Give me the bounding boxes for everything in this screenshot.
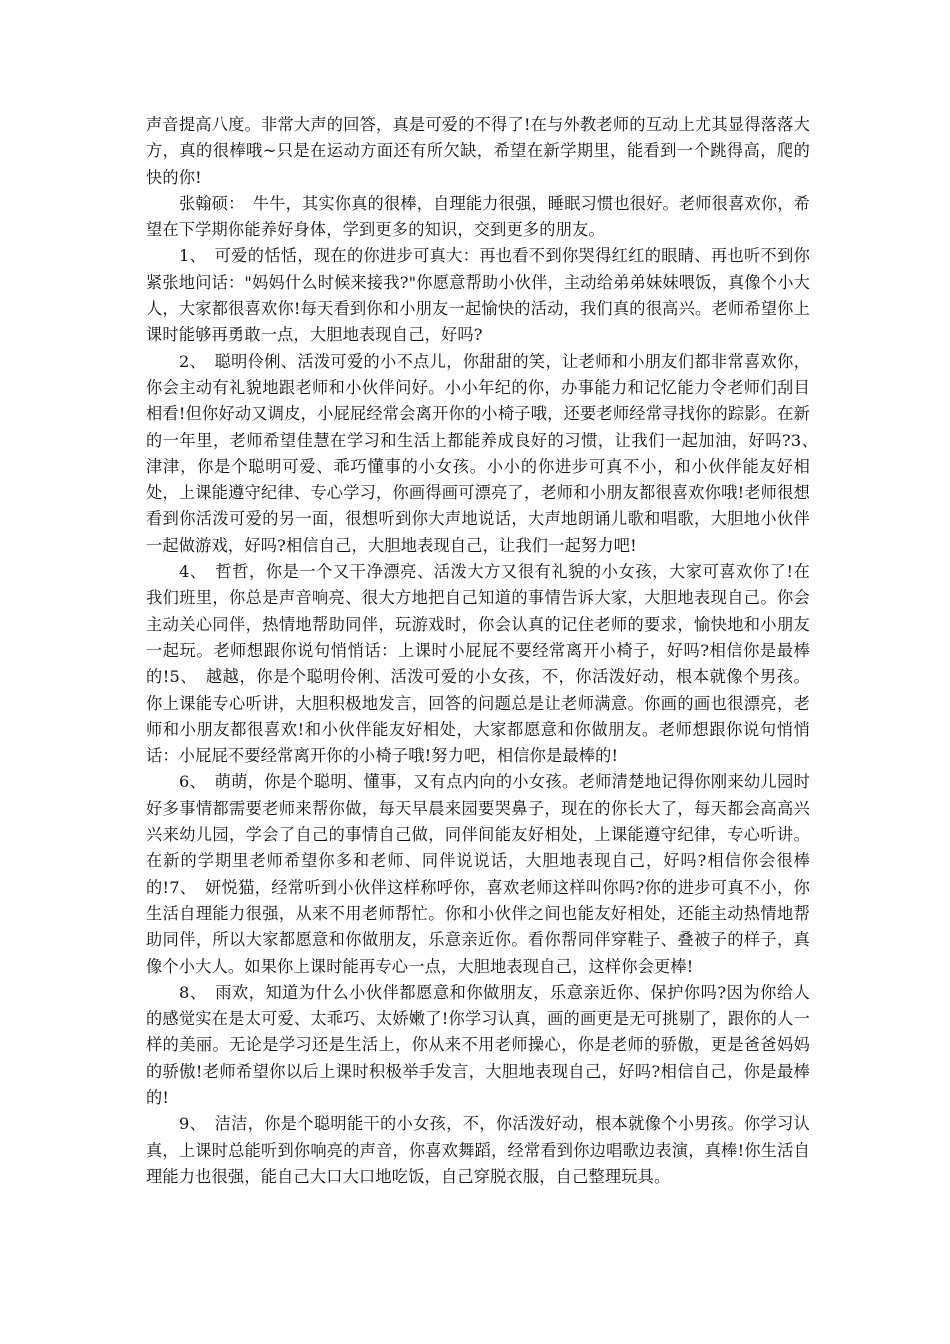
paragraph-item-6-7: 6、 萌萌，你是个聪明、懂事，又有点内向的小女孩。老师清楚地记得你刚来幼儿园时好多事情都需要老师来帮你做，每天早晨来园要哭鼻子，现在的你长大了，每天都会高高兴兴来幼儿园，学会了自己的事情自己做，同伴间能友好相处，上课能遵守纪律，专心听讲。在新的学期里老师希望你多和老师、同伴说说话，大胆地表现自己，好吗?相信你会很棒的!7、 妍悦猫，经常听到小伙伴这样称呼你，喜欢老师这样叫你吗?你的进步可真不小，你生活自理能力很强，从来不用老师帮忙。你和小伙伴之间也能友好相处，还能主动热情地帮助同伴，所以大家都愿意和你做朋友，乐意亲近你。看你帮同伴穿鞋子、叠被子的样子，真像个小大人。如果你上课时能再专心一点，大胆地表现自己，这样你会更棒!: [146, 772, 810, 976]
paragraph-item-4-5: 4、 哲哲，你是一个又干净漂亮、活泼大方又很有礼貌的小女孩，大家可喜欢你了!在我们班里，你总是声音响亮、很大方地把自己知道的事情告诉大家，大胆地表现自己。你会主动关心同伴，热情地帮助同伴，玩游戏时，你会认真的记住老师的要求，愉快地和小朋友一起玩。老师想跟你说句悄悄话：上课时小屁屁不要经常离开小椅子，好吗?相信你是最棒的!5、 越越，你是个聪明伶俐、活泼可爱的小女孩，不，你活泼好动，根本就像个男孩。你上课能专心听讲，大胆积极地发言，回答的问题总是让老师满意。你画的画也很漂亮，老师和小朋友都很喜欢!和小伙伴能友好相处，大家都愿意和你做朋友。老师想跟你说句悄悄话：小屁屁不要经常离开你的小椅子哦!努力吧，相信你是最棒的!: [146, 562, 810, 766]
paragraph-zhang-hanshuo: 张翰硕： 牛牛，其实你真的很棒，自理能力很强，睡眠习惯也很好。老师很喜欢你，希望在下学期你能养好身体，学到更多的知识，交到更多的朋友。: [146, 193, 811, 240]
paragraph-item-8: 8、 雨欢，知道为什么小伙伴都愿意和你做朋友，乐意亲近你、保护你吗?因为你给人的感觉实在是太可爱、太乖巧、太娇嫩了!你学习认真，画的画更是无可挑剔了，跟你的人一样的美丽。无论是学习还是生活上，你从来不用老师操心，你是老师的骄傲，更是爸爸妈妈的骄傲!老师希望你以后上课时积极举手发言，大胆地表现自己，好吗?相信自己，你是最棒的!: [146, 982, 810, 1107]
paragraph-item-1: 1、 可爱的恬恬，现在的你进步可真大：再也看不到你哭得红红的眼睛、再也听不到你紧张地问话："妈妈什么时候来接我?"你愿意帮助小伙伴，主动给弟弟妹妹喂饭，真像个小大人，大家都很喜欢你!每天看到你和小朋友一起愉快的活动，我们真的很高兴。老师希望你上课时能够再勇敢一点，大胆地表现自己，好吗?: [146, 246, 810, 345]
document-body: [146, 112, 827, 1190]
paragraph-item-2-3: 2、 聪明伶俐、活泼可爱的小不点儿，你甜甜的笑，让老师和小朋友们都非常喜欢你，你会主动有礼貌地跟老师和小伙伴问好。小小年纪的你，办事能力和记忆能力令老师们刮目相看!但你好动又调皮，小屁屁经常会离开你的小椅子哦，还要老师经常寻找你的踪影。在新的一年里，老师希望佳慧在学习和生活上都能养成良好的习惯，让我们一起加油，好吗?3、 津津，你是个聪明可爱、乖巧懂事的小女孩。小小的你进步可真不小，和小伙伴能友好相处，上课能遵守纪律、专心学习，你画得画可漂亮了，老师和小朋友都很喜欢你哦!老师很想看到你活泼可爱的另一面，很想听到你大声地说话，大声地朗诵儿歌和唱歌，大胆地小伙伴一起做游戏，好吗?相信自己，大胆地表现自己，让我们一起努力吧!: [146, 351, 827, 555]
paragraph-item-9: 9、 洁洁，你是个聪明能干的小女孩，不，你活泼好动，根本就像个小男孩。你学习认真，上课时总能听到你响亮的声音，你喜欢舞蹈，经常看到你边唱歌边表演，真棒!你生活自理能力也很强，能自己大口大口地吃饭，自己穿脱衣服，自己整理玩具。: [146, 1114, 810, 1186]
paragraph-intro-continuation: 声音提高八度。非常大声的回答，真是可爱的不得了!在与外教老师的互动上尤其显得落落大方，真的很棒哦~只是在运动方面还有所欠缺，希望在新学期里，能看到一个跳得高，爬的快的你!: [146, 115, 810, 187]
